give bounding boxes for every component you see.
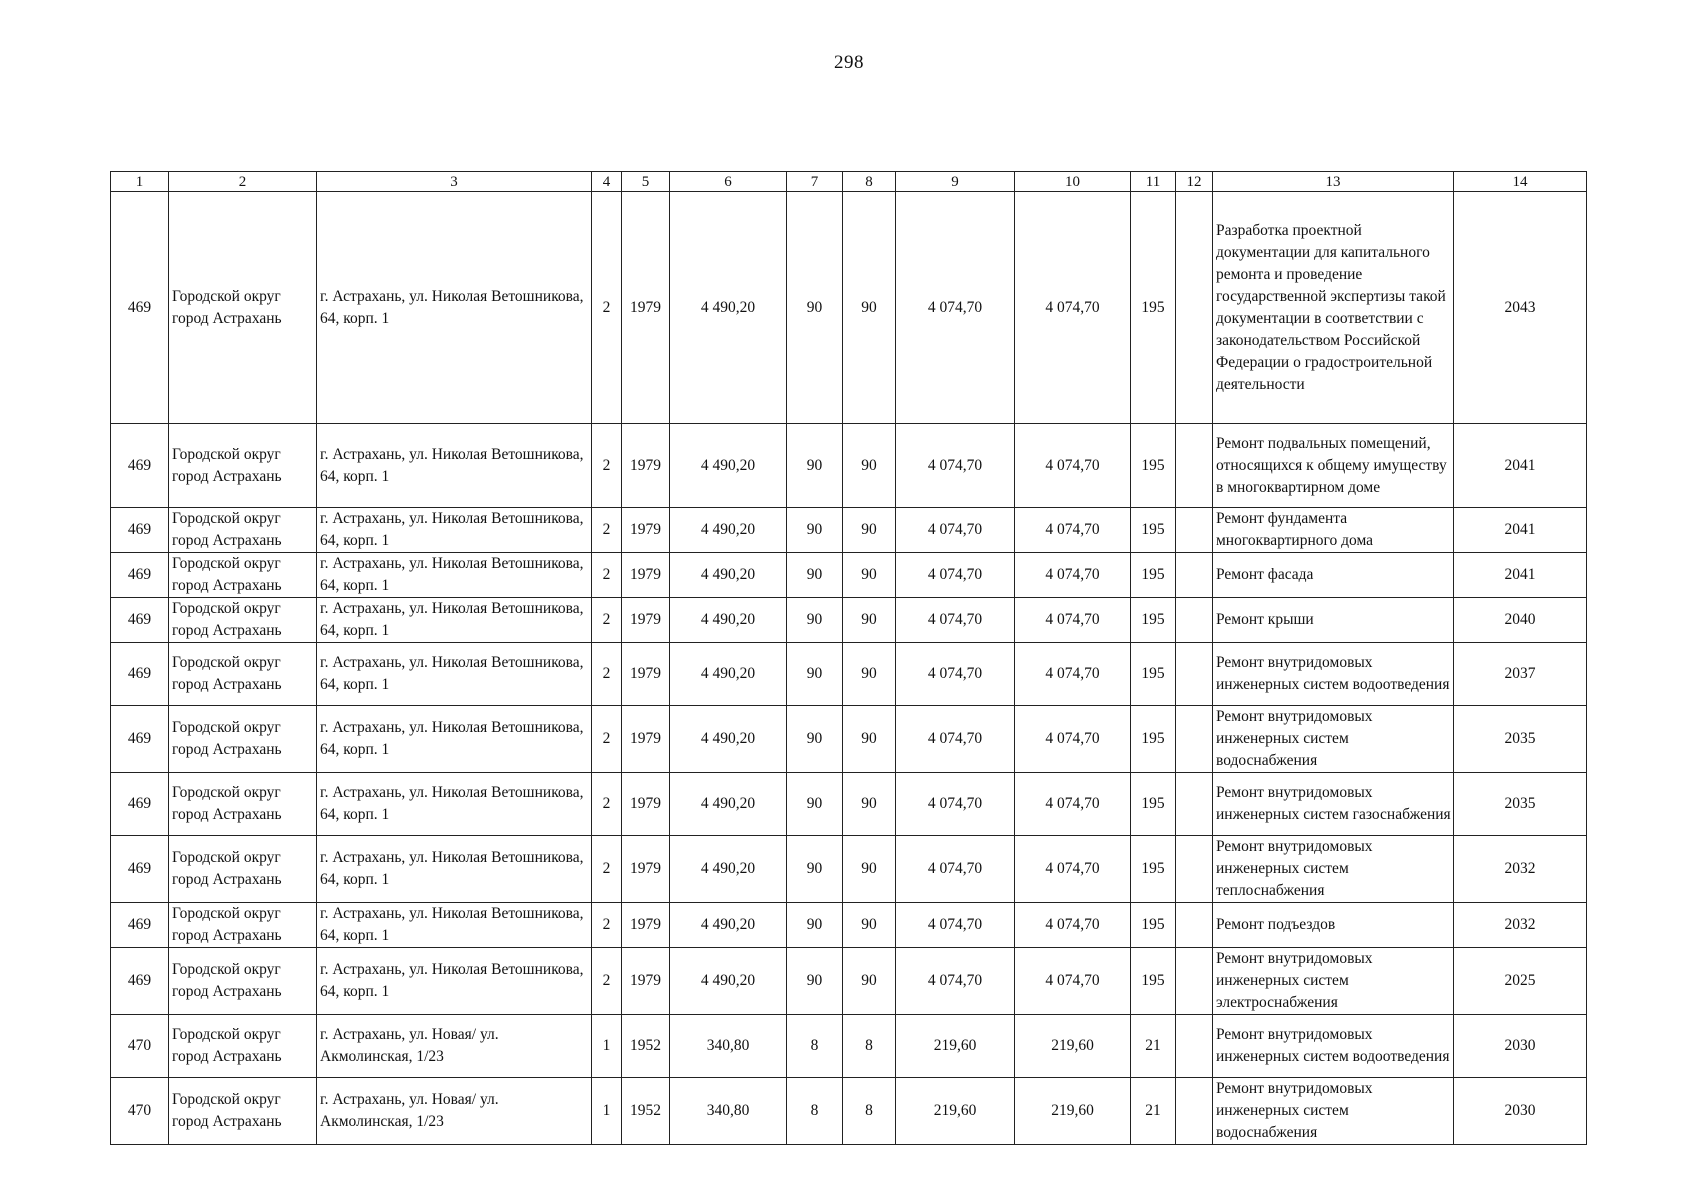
- table-row: [111, 424, 1587, 508]
- row-number: 469: [111, 948, 169, 1015]
- capital-repair-table: [110, 171, 1587, 1145]
- col8-cell: 90: [843, 948, 896, 1015]
- col8-cell: 90: [843, 903, 896, 948]
- planned-year-cell: 2035: [1454, 773, 1587, 836]
- col11-cell: 195: [1131, 424, 1176, 508]
- col4-cell: 2: [592, 508, 622, 553]
- col9-cell: 4 074,70: [896, 508, 1015, 553]
- planned-year-cell: 2032: [1454, 903, 1587, 948]
- table-row: [111, 948, 1587, 1015]
- col8-cell: 90: [843, 706, 896, 773]
- municipality-cell: Городской округ город Астрахань: [169, 598, 317, 643]
- col4-cell: 2: [592, 773, 622, 836]
- column-header: 2: [169, 172, 317, 192]
- year-built-cell: 1979: [622, 836, 670, 903]
- year-built-cell: 1952: [622, 1015, 670, 1078]
- row-number: 469: [111, 192, 169, 424]
- work-type-cell: Ремонт внутридомовых инженерных систем газоснабжения: [1213, 773, 1454, 836]
- col10-cell: 4 074,70: [1015, 773, 1131, 836]
- col8-cell: 8: [843, 1015, 896, 1078]
- col4-cell: 2: [592, 598, 622, 643]
- col8-cell: 90: [843, 598, 896, 643]
- total-area-cell: 4 490,20: [670, 948, 787, 1015]
- col7-cell: 90: [787, 836, 843, 903]
- municipality-cell: Городской округ город Астрахань: [169, 192, 317, 424]
- total-area-cell: 4 490,20: [670, 424, 787, 508]
- table-row: [111, 903, 1587, 948]
- col9-cell: 4 074,70: [896, 706, 1015, 773]
- address-cell: г. Астрахань, ул. Николая Ветошникова, 64, корп. 1: [317, 192, 592, 424]
- year-built-cell: 1979: [622, 706, 670, 773]
- work-type-cell: Ремонт крыши: [1213, 598, 1454, 643]
- col7-cell: 90: [787, 508, 843, 553]
- col12-cell: [1176, 598, 1213, 643]
- col9-cell: 4 074,70: [896, 553, 1015, 598]
- col9-cell: 4 074,70: [896, 836, 1015, 903]
- col8-cell: 90: [843, 553, 896, 598]
- col4-cell: 2: [592, 706, 622, 773]
- municipality-cell: Городской округ город Астрахань: [169, 1078, 317, 1145]
- address-cell: г. Астрахань, ул. Николая Ветошникова, 64, корп. 1: [317, 643, 592, 706]
- row-number: 470: [111, 1015, 169, 1078]
- col12-cell: [1176, 192, 1213, 424]
- col12-cell: [1176, 773, 1213, 836]
- col10-cell: 4 074,70: [1015, 706, 1131, 773]
- row-number: 469: [111, 706, 169, 773]
- col11-cell: 195: [1131, 508, 1176, 553]
- year-built-cell: 1979: [622, 643, 670, 706]
- col9-cell: 4 074,70: [896, 424, 1015, 508]
- work-type-cell: Ремонт внутридомовых инженерных систем электроснабжения: [1213, 948, 1454, 1015]
- table-row: [111, 192, 1587, 424]
- row-number: 469: [111, 553, 169, 598]
- row-number: 469: [111, 598, 169, 643]
- year-built-cell: 1979: [622, 773, 670, 836]
- planned-year-cell: 2025: [1454, 948, 1587, 1015]
- page-number: 298: [834, 52, 864, 73]
- col4-cell: 2: [592, 424, 622, 508]
- col11-cell: 21: [1131, 1078, 1176, 1145]
- col8-cell: 8: [843, 1078, 896, 1145]
- row-number: 469: [111, 508, 169, 553]
- year-built-cell: 1979: [622, 948, 670, 1015]
- col10-cell: 4 074,70: [1015, 424, 1131, 508]
- col12-cell: [1176, 836, 1213, 903]
- year-built-cell: 1979: [622, 598, 670, 643]
- planned-year-cell: 2035: [1454, 706, 1587, 773]
- column-number-row: [111, 172, 1587, 192]
- row-number: 469: [111, 836, 169, 903]
- col7-cell: 90: [787, 903, 843, 948]
- planned-year-cell: 2030: [1454, 1015, 1587, 1078]
- work-type-cell: Разработка проектной документации для капитального ремонта и проведение государственной экспертизы такой документации в соответствии с законодательством Российской Федерации о градостроительной деятельности: [1213, 192, 1454, 424]
- col7-cell: 90: [787, 773, 843, 836]
- address-cell: г. Астрахань, ул. Новая/ ул. Акмолинская, 1/23: [317, 1078, 592, 1145]
- address-cell: г. Астрахань, ул. Николая Ветошникова, 64, корп. 1: [317, 598, 592, 643]
- row-number: 469: [111, 643, 169, 706]
- col7-cell: 90: [787, 192, 843, 424]
- total-area-cell: 340,80: [670, 1015, 787, 1078]
- planned-year-cell: 2032: [1454, 836, 1587, 903]
- row-number: 469: [111, 424, 169, 508]
- col4-cell: 2: [592, 903, 622, 948]
- column-header: 12: [1176, 172, 1213, 192]
- column-header: 8: [843, 172, 896, 192]
- row-number: 469: [111, 903, 169, 948]
- col9-cell: 219,60: [896, 1078, 1015, 1145]
- table-row: [111, 598, 1587, 643]
- col9-cell: 4 074,70: [896, 192, 1015, 424]
- planned-year-cell: 2043: [1454, 192, 1587, 424]
- col10-cell: 4 074,70: [1015, 903, 1131, 948]
- address-cell: г. Астрахань, ул. Николая Ветошникова, 64, корп. 1: [317, 508, 592, 553]
- address-cell: г. Астрахань, ул. Николая Ветошникова, 64, корп. 1: [317, 553, 592, 598]
- col8-cell: 90: [843, 508, 896, 553]
- table-row: [111, 773, 1587, 836]
- col9-cell: 4 074,70: [896, 773, 1015, 836]
- col9-cell: 4 074,70: [896, 598, 1015, 643]
- col8-cell: 90: [843, 836, 896, 903]
- work-type-cell: Ремонт внутридомовых инженерных систем водоснабжения: [1213, 706, 1454, 773]
- col10-cell: 4 074,70: [1015, 508, 1131, 553]
- col10-cell: 4 074,70: [1015, 948, 1131, 1015]
- col11-cell: 21: [1131, 1015, 1176, 1078]
- row-number: 470: [111, 1078, 169, 1145]
- col11-cell: 195: [1131, 948, 1176, 1015]
- municipality-cell: Городской округ город Астрахань: [169, 643, 317, 706]
- table-row: [111, 706, 1587, 773]
- work-type-cell: Ремонт внутридомовых инженерных систем водоотведения: [1213, 643, 1454, 706]
- col7-cell: 90: [787, 424, 843, 508]
- row-number: 469: [111, 773, 169, 836]
- col8-cell: 90: [843, 643, 896, 706]
- col12-cell: [1176, 948, 1213, 1015]
- municipality-cell: Городской округ город Астрахань: [169, 1015, 317, 1078]
- col12-cell: [1176, 706, 1213, 773]
- year-built-cell: 1979: [622, 424, 670, 508]
- work-type-cell: Ремонт внутридомовых инженерных систем водоотведения: [1213, 1015, 1454, 1078]
- column-header: 5: [622, 172, 670, 192]
- address-cell: г. Астрахань, ул. Новая/ ул. Акмолинская, 1/23: [317, 1015, 592, 1078]
- col7-cell: 8: [787, 1015, 843, 1078]
- col11-cell: 195: [1131, 598, 1176, 643]
- col11-cell: 195: [1131, 553, 1176, 598]
- table-row: [111, 836, 1587, 903]
- col11-cell: 195: [1131, 706, 1176, 773]
- col10-cell: 4 074,70: [1015, 598, 1131, 643]
- col7-cell: 8: [787, 1078, 843, 1145]
- address-cell: г. Астрахань, ул. Николая Ветошникова, 64, корп. 1: [317, 903, 592, 948]
- col4-cell: 1: [592, 1015, 622, 1078]
- total-area-cell: 4 490,20: [670, 773, 787, 836]
- col7-cell: 90: [787, 706, 843, 773]
- address-cell: г. Астрахань, ул. Николая Ветошникова, 64, корп. 1: [317, 836, 592, 903]
- municipality-cell: Городской округ город Астрахань: [169, 508, 317, 553]
- year-built-cell: 1979: [622, 508, 670, 553]
- column-header: 3: [317, 172, 592, 192]
- col12-cell: [1176, 1015, 1213, 1078]
- municipality-cell: Городской округ город Астрахань: [169, 773, 317, 836]
- col12-cell: [1176, 553, 1213, 598]
- work-type-cell: Ремонт внутридомовых инженерных систем теплоснабжения: [1213, 836, 1454, 903]
- total-area-cell: 4 490,20: [670, 553, 787, 598]
- year-built-cell: 1979: [622, 553, 670, 598]
- column-header: 1: [111, 172, 169, 192]
- total-area-cell: 4 490,20: [670, 598, 787, 643]
- total-area-cell: 4 490,20: [670, 643, 787, 706]
- municipality-cell: Городской округ город Астрахань: [169, 836, 317, 903]
- col10-cell: 219,60: [1015, 1015, 1131, 1078]
- col10-cell: 4 074,70: [1015, 192, 1131, 424]
- work-type-cell: Ремонт подъездов: [1213, 903, 1454, 948]
- address-cell: г. Астрахань, ул. Николая Ветошникова, 64, корп. 1: [317, 773, 592, 836]
- work-type-cell: Ремонт внутридомовых инженерных систем водоснабжения: [1213, 1078, 1454, 1145]
- col12-cell: [1176, 1078, 1213, 1145]
- address-cell: г. Астрахань, ул. Николая Ветошникова, 64, корп. 1: [317, 424, 592, 508]
- col11-cell: 195: [1131, 903, 1176, 948]
- col9-cell: 219,60: [896, 1015, 1015, 1078]
- municipality-cell: Городской округ город Астрахань: [169, 424, 317, 508]
- work-type-cell: Ремонт фундамента многоквартирного дома: [1213, 508, 1454, 553]
- col9-cell: 4 074,70: [896, 643, 1015, 706]
- col4-cell: 2: [592, 948, 622, 1015]
- planned-year-cell: 2041: [1454, 553, 1587, 598]
- municipality-cell: Городской округ город Астрахань: [169, 706, 317, 773]
- municipality-cell: Городской округ город Астрахань: [169, 903, 317, 948]
- col12-cell: [1176, 643, 1213, 706]
- table-row: [111, 643, 1587, 706]
- municipality-cell: Городской округ город Астрахань: [169, 948, 317, 1015]
- col4-cell: 2: [592, 836, 622, 903]
- col7-cell: 90: [787, 643, 843, 706]
- table-body: [111, 192, 1587, 1145]
- table-row: [111, 1015, 1587, 1078]
- total-area-cell: 4 490,20: [670, 192, 787, 424]
- year-built-cell: 1979: [622, 192, 670, 424]
- column-header: 7: [787, 172, 843, 192]
- col12-cell: [1176, 424, 1213, 508]
- table-row: [111, 508, 1587, 553]
- column-header: 11: [1131, 172, 1176, 192]
- planned-year-cell: 2041: [1454, 508, 1587, 553]
- table-row: [111, 553, 1587, 598]
- column-header: 14: [1454, 172, 1587, 192]
- column-header: 13: [1213, 172, 1454, 192]
- col4-cell: 2: [592, 192, 622, 424]
- planned-year-cell: 2037: [1454, 643, 1587, 706]
- col4-cell: 2: [592, 553, 622, 598]
- col11-cell: 195: [1131, 773, 1176, 836]
- col9-cell: 4 074,70: [896, 948, 1015, 1015]
- col10-cell: 219,60: [1015, 1078, 1131, 1145]
- col11-cell: 195: [1131, 192, 1176, 424]
- col7-cell: 90: [787, 598, 843, 643]
- address-cell: г. Астрахань, ул. Николая Ветошникова, 64, корп. 1: [317, 706, 592, 773]
- col10-cell: 4 074,70: [1015, 836, 1131, 903]
- col11-cell: 195: [1131, 836, 1176, 903]
- col8-cell: 90: [843, 192, 896, 424]
- column-header: 4: [592, 172, 622, 192]
- col7-cell: 90: [787, 553, 843, 598]
- col8-cell: 90: [843, 773, 896, 836]
- table-row: [111, 1078, 1587, 1145]
- column-header: 10: [1015, 172, 1131, 192]
- total-area-cell: 4 490,20: [670, 836, 787, 903]
- col11-cell: 195: [1131, 643, 1176, 706]
- work-type-cell: Ремонт фасада: [1213, 553, 1454, 598]
- work-type-cell: Ремонт подвальных помещений, относящихся к общему имуществу в многоквартирном доме: [1213, 424, 1454, 508]
- column-header: 9: [896, 172, 1015, 192]
- col9-cell: 4 074,70: [896, 903, 1015, 948]
- year-built-cell: 1952: [622, 1078, 670, 1145]
- col12-cell: [1176, 903, 1213, 948]
- total-area-cell: 4 490,20: [670, 903, 787, 948]
- total-area-cell: 4 490,20: [670, 706, 787, 773]
- address-cell: г. Астрахань, ул. Николая Ветошникова, 64, корп. 1: [317, 948, 592, 1015]
- column-header: 6: [670, 172, 787, 192]
- municipality-cell: Городской округ город Астрахань: [169, 553, 317, 598]
- col4-cell: 1: [592, 1078, 622, 1145]
- col12-cell: [1176, 508, 1213, 553]
- planned-year-cell: 2041: [1454, 424, 1587, 508]
- total-area-cell: 340,80: [670, 1078, 787, 1145]
- col10-cell: 4 074,70: [1015, 643, 1131, 706]
- planned-year-cell: 2040: [1454, 598, 1587, 643]
- year-built-cell: 1979: [622, 903, 670, 948]
- col8-cell: 90: [843, 424, 896, 508]
- planned-year-cell: 2030: [1454, 1078, 1587, 1145]
- total-area-cell: 4 490,20: [670, 508, 787, 553]
- col4-cell: 2: [592, 643, 622, 706]
- col10-cell: 4 074,70: [1015, 553, 1131, 598]
- col7-cell: 90: [787, 948, 843, 1015]
